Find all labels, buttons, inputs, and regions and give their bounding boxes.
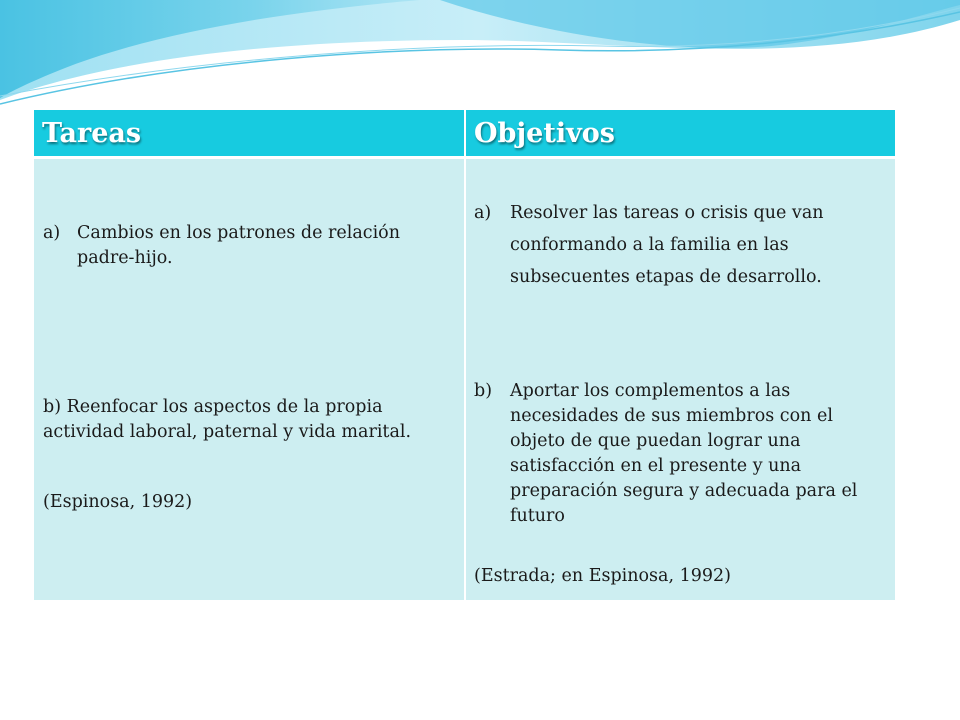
objetivos-item-a-marker: a) [474,203,492,223]
objetivos-item-b [474,379,889,529]
objetivos-cell [465,158,895,601]
tareas-item-a [43,221,455,271]
objetivos-citation: (Estrada; en Espinosa, 1992) [474,566,731,586]
decorative-wave-header [0,0,960,110]
header-tareas: Tareas [34,110,465,158]
table-body-row [34,158,895,601]
objetivos-item-b-marker: b) [474,381,493,401]
tareas-item-a-text: Cambios en los patrones de relación padre-hijo. [77,223,400,268]
tareas-item-a-marker: a) [43,223,61,243]
objetivos-item-b-text: Aportar los complementos a las necesidades de sus miembros con el objeto de que puedan lograr una satisfacción en el presente y una preparación segura y adecuada para el futuro [510,381,858,526]
table-header-row [34,110,895,158]
objetivos-item-a [474,197,884,293]
tareas-citation: (Espinosa, 1992) [43,492,193,512]
tasks-objectives-table [34,110,895,600]
tareas-cell [34,158,465,601]
header-objetivos: Objetivos [465,110,895,158]
objetivos-item-a-text: Resolver las tareas o crisis que van conformando a la familia en las subsecuentes etapas de desarrollo. [510,203,824,287]
tareas-item-b: b) Reenfocar los aspectos de la propia actividad laboral, paternal y vida marital. [43,397,412,442]
